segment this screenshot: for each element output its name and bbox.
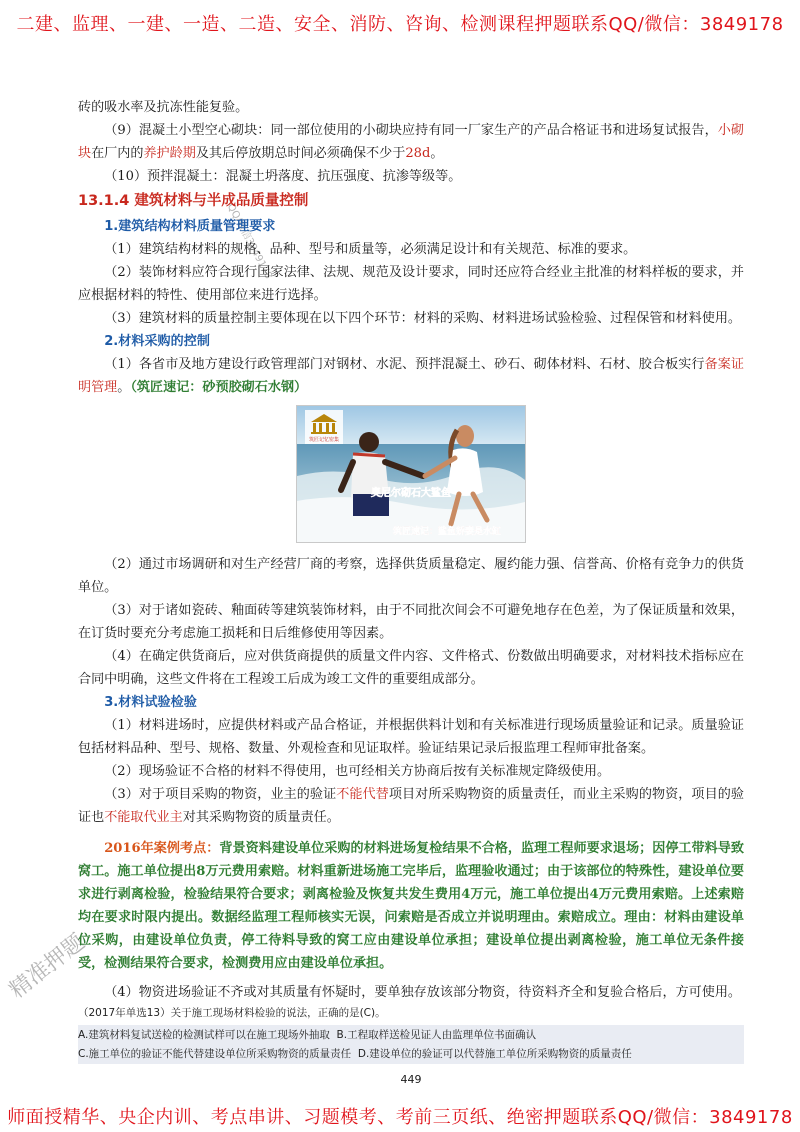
exam-question: （2017年单选13）关于施工现场材料检验的说法，正确的是(C)。 <box>78 1007 386 1019</box>
subsection-3-title: 3.材料试验检验 <box>104 695 197 710</box>
s1-paragraph-1: （1）建筑结构材料的规格、品种、型号和质量等，必须满足设计和有关规范、标准的要求。 <box>104 242 637 257</box>
s2-p1-highlight: 备案证明管理 <box>78 357 744 395</box>
case-study-block <box>78 837 744 975</box>
item-9-text-c: 及其后停放期总时间必须确保不少于 <box>195 146 406 161</box>
s2-paragraph-1 <box>78 353 744 399</box>
mnemonic-image-area <box>78 405 744 545</box>
s3-paragraph-2: （2）现场验证不合格的材料不得使用，也可经相关方协商后按有关标准规定降级使用。 <box>104 764 611 779</box>
beach-scene-illustration <box>297 406 525 542</box>
s2-p1-text-b: 。 <box>117 380 131 395</box>
vertical-watermark: QQ/微信3849178 <box>224 201 274 281</box>
bottom-promo-banner: 师面授精华、央企内训、考点串讲、习题模考、考前三页纸、绝密押题联系QQ/微信：3849178 <box>7 1107 793 1128</box>
case-study-lead: 2016年案例考点： <box>104 841 220 856</box>
s3-p3-text-b: 项目对所采购物资的质量责任，而业主采购的物资，项目的验证也 <box>78 787 744 825</box>
s2-paragraph-2: （2）通过市场调研和对生产经营厂商的考察，选择供货质量稳定、履约能力强、信誉高、价格有竞争力的供货单位。 <box>78 557 744 595</box>
exam-options-row-1 <box>78 1026 744 1045</box>
logo-badge-text: 筑匠记忆密集 <box>308 437 340 443</box>
s3-p3-highlight-2: 不能取代业主 <box>104 810 183 825</box>
page-body <box>78 96 744 1091</box>
image-caption-bottom: 筑匠速记：鲨鱼娇妻是水缸 <box>392 527 502 537</box>
intro-line: 砖的吸水率及抗冻性能复验。 <box>78 100 249 115</box>
item-9-text-a: （9）混凝土小型空心砌块：同一部位使用的小砌块应持有同一厂家生产的产品合格证书和进场复试报告， <box>104 123 718 138</box>
image-caption-middle: 奥尼尔砌石大鲨鱼 <box>371 488 451 499</box>
item-9 <box>78 119 744 165</box>
exam-options <box>78 1025 744 1064</box>
s2-paragraph-4: （4）在确定供货商后，应对供货商提供的质量文件内容、文件格式、份数做出明确要求，对材料技术指标应在合同中明确，这些文件将在工程竣工后成为竣工文件的重要组成部分。 <box>78 649 744 687</box>
case-study-body: 背景资料建设单位采购的材料进场复检结果不合格，监理工程师要求退场；因停工带料导致窝工。施工单位提出8万元费用索赔。材料重新进场施工完毕后，监理验收通过；由于该部位的特殊性，建设单位要求进行剥离检验，检验结果符合要求；剥离检验及恢复共发生费用4万元，施工单位提出4万元费用索赔。上述索赔均在要求时限内提出。数据经监理工程师核实无误，问索赔是否成立并说明理由。索赔成立。理由：材料由建设单位采购，由建设单位负责，停工待料导致的窝工应由建设单位承担；建设单位提出剥离检验，施工单位无条件接受，检测结果符合要求，检测费用应由建设单位承担。 <box>78 841 744 971</box>
item-10: （10）预拌混凝土：混凝土坍落度、抗压强度、抗渗等级等。 <box>104 169 462 184</box>
exam-option-c: C.施工单位的验证不能代替建设单位所采购物资的质量责任 <box>78 1048 352 1060</box>
item-9-highlight-block: 小砌块 <box>78 123 744 161</box>
s1-paragraph-3: （3）建筑材料的质量控制主要体现在以下四个环节：材料的采购、材料进场试验检验、过程保管和材料使用。 <box>104 311 742 326</box>
mnemonic-photo <box>296 405 526 543</box>
item-9-text-d: 。 <box>430 146 444 161</box>
subsection-2-title: 2.材料采购的控制 <box>104 334 210 349</box>
s2-paragraph-3: （3）对于诸如瓷砖、釉面砖等建筑装饰材料，由于不同批次间会不可避免地存在色差，为了保证质量和效果，在订货时要充分考虑施工损耗和日后维修使用等因素。 <box>78 603 744 641</box>
item-9-text-b: 在厂内的 <box>91 146 144 161</box>
s3-p3-highlight-1: 不能代替 <box>336 787 389 802</box>
s2-p1-text-a: （1）各省市及地方建设行政管理部门对钢材、水泥、预拌混凝土、砂石、砌体材料、石材、胶合板实行 <box>104 357 705 372</box>
top-promo-banner: 二建、监理、一建、一造、二造、安全、消防、咨询、检测课程押题联系QQ/微信：3849178 <box>16 14 784 35</box>
subsection-1-title: 1.建筑结构材料质量管理要求 <box>104 219 276 234</box>
exam-question-block <box>78 1004 744 1064</box>
side-watermark: 精准押题 <box>5 929 90 1004</box>
s3-p3-text-c: 对其采购物资的质量责任。 <box>182 810 340 825</box>
s3-paragraph-3 <box>78 783 744 829</box>
logo-badge <box>305 410 343 444</box>
exam-option-a: A.建筑材料复试送检的检测试样可以在施工现场外抽取 <box>78 1029 330 1041</box>
item-9-highlight-days: 28d <box>405 146 431 161</box>
page-number: 449 <box>400 1073 422 1086</box>
s3-p3-text-a: （3）对于项目采购的物资，业主的验证 <box>104 787 337 802</box>
s4-paragraph: （4）物资进场验证不齐或对其质量有怀疑时，要单独存放该部分物资，待资料齐全和复验合格后，方可使用。 <box>104 985 742 1000</box>
s3-paragraph-1: （1）材料进场时，应提供材料或产品合格证，并根据供料计划和有关标准进行现场质量验证和记录。质量验证包括材料品种、型号、规格、数量、外观检查和见证取样。验证结果记录后报监理工程师审批备案。 <box>78 718 744 756</box>
item-9-highlight-curing: 养护龄期 <box>143 146 196 161</box>
exam-option-b: B.工程取样送检见证人由监理单位书面确认 <box>336 1029 537 1041</box>
exam-option-d: D.建设单位的验证可以代替施工单位所采购物资的质量责任 <box>357 1048 632 1060</box>
exam-options-row-2 <box>78 1045 744 1064</box>
s1-paragraph-2: （2）装饰材料应符合现行国家法律、法规、规范及设计要求，同时还应符合经业主批准的材料样板的要求，并应根据材料的特性、使用部位来进行选择。 <box>78 265 744 303</box>
section-title: 13.1.4 建筑材料与半成品质量控制 <box>78 193 309 209</box>
memory-tip: （筑匠速记：砂预胶砌石水钢） <box>130 380 308 395</box>
